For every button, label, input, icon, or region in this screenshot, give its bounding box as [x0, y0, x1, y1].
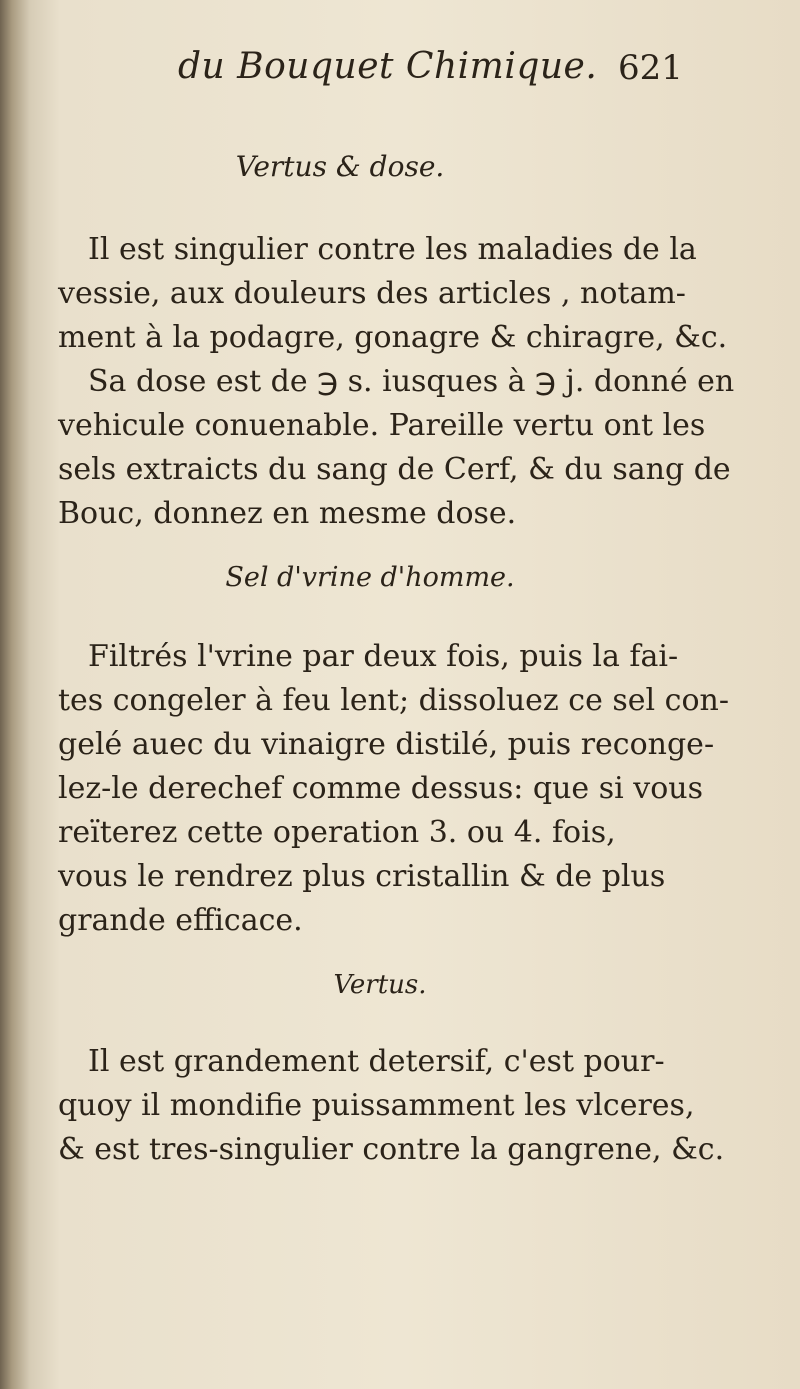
- text-line: ment à la podagre, gonagre & chiragre, &c.: [58, 320, 728, 355]
- text-line: tes congeler à feu lent; dissoluez ce sel con-: [58, 683, 729, 718]
- text-line: vessie, aux douleurs des articles , notam-: [58, 276, 686, 311]
- text-line: reïterez cette operation 3. ou 4. fois,: [58, 815, 616, 850]
- text-line: vehicule conuenable. Pareille vertu ont les: [58, 408, 706, 443]
- text-line: gelé auec du vinaigre distilé, puis reconge-: [58, 727, 715, 762]
- section-heading-sel-vrine: Sel d'vrine d'homme.: [225, 562, 515, 593]
- text-line: vous le rendrez plus cristallin & de plus: [58, 859, 666, 894]
- page-header: [170, 46, 690, 96]
- text-line: Il est grandement detersif, c'est pour-: [88, 1044, 665, 1079]
- paragraph-vertus-dose: [58, 228, 735, 536]
- paragraph-vertus: [58, 1040, 725, 1172]
- text-line: Sa dose est de ℈ s. iusques à ℈ j. donné en: [88, 364, 735, 399]
- text-line: Filtrés l'vrine par deux fois, puis la fai-: [88, 639, 679, 674]
- text-line: & est tres-singulier contre la gangrene, &c.: [58, 1132, 725, 1167]
- text-line: grande efficace.: [58, 903, 303, 938]
- text-line: Il est singulier contre les maladies de la: [88, 232, 697, 267]
- text-line: lez-le derechef comme dessus: que si vous: [58, 771, 703, 806]
- text-line: quoy il mondifie puissamment les vlceres,: [58, 1088, 695, 1123]
- text-line: Bouc, donnez en mesme dose.: [58, 496, 517, 531]
- paragraph-sel-vrine: [58, 635, 729, 943]
- page-number: 621: [618, 48, 683, 88]
- text-line: sels extraicts du sang de Cerf, & du sang de: [58, 452, 731, 487]
- section-heading-vertus-dose: Vertus & dose.: [235, 150, 445, 183]
- running-title: du Bouquet Chimique.: [178, 46, 598, 87]
- section-heading-vertus: Vertus.: [333, 970, 427, 1000]
